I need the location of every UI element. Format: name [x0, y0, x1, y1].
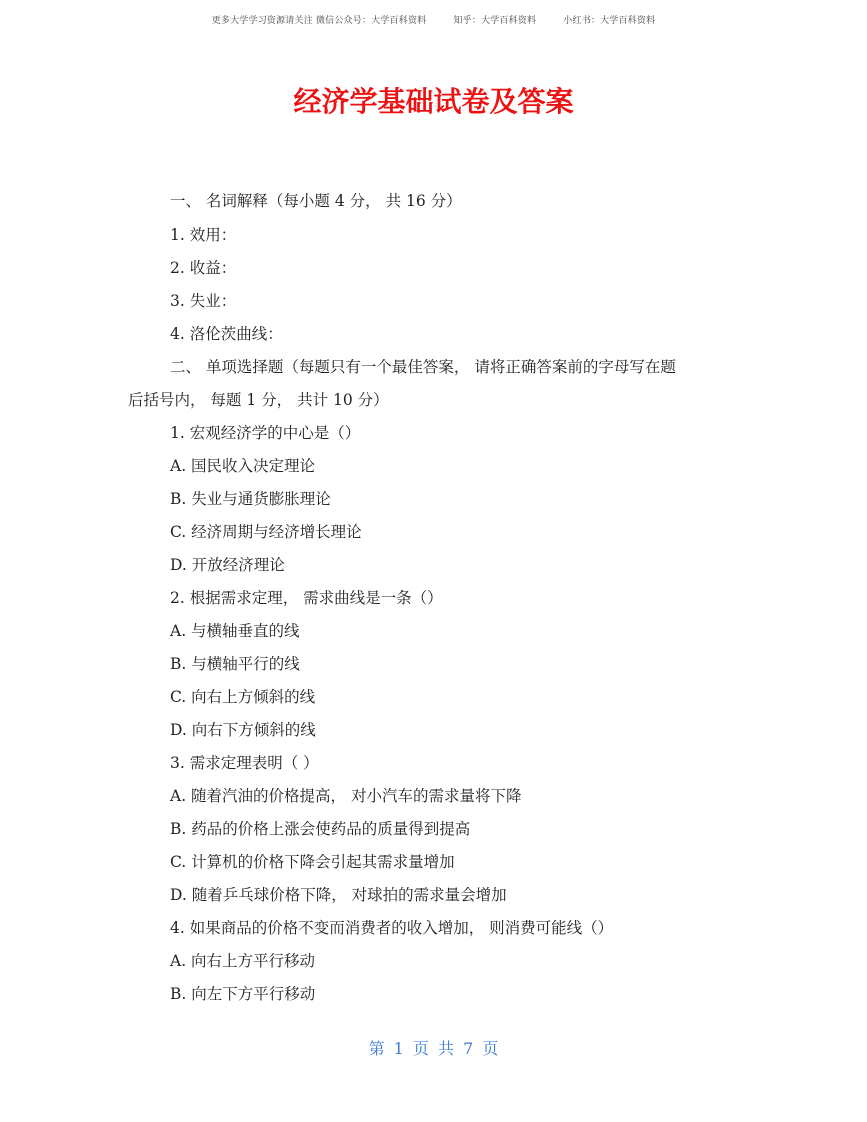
text-line: D. 随着乒乓球价格下降， 对球拍的需求量会增加	[170, 886, 507, 904]
text-line: 4. 洛伦茨曲线：	[170, 325, 283, 343]
text-line: 2. 收益：	[170, 259, 237, 277]
text-line: 一、 名词解释（每小题 4 分， 共 16 分）	[170, 192, 462, 210]
text-line: B. 与横轴平行的线	[170, 655, 300, 673]
text-line: 3. 失业：	[170, 292, 237, 310]
text-line: D. 开放经济理论	[170, 556, 285, 574]
text-line: 1. 宏观经济学的中心是（）	[170, 424, 361, 442]
text-line: C. 计算机的价格下降会引起其需求量增加	[170, 853, 455, 871]
text-line: C. 经济周期与经济增长理论	[170, 523, 362, 541]
text-line: D. 向右下方倾斜的线	[170, 721, 316, 739]
text-line: 4. 如果商品的价格不变而消费者的收入增加， 则消费可能线（）	[170, 919, 614, 937]
text-line: 3. 需求定理表明（ ）	[170, 754, 319, 772]
text-line: A. 随着汽油的价格提高， 对小汽车的需求量将下降	[170, 787, 522, 805]
header-note-zhihu: 知乎：大学百科资料	[453, 16, 537, 26]
text-line: B. 向左下方平行移动	[170, 985, 316, 1003]
text-line: 1. 效用：	[170, 226, 237, 244]
text-line: 2. 根据需求定理， 需求曲线是一条（）	[170, 589, 443, 607]
text-line: B. 药品的价格上涨会使药品的质量得到提高	[170, 820, 471, 838]
header-note	[0, 13, 867, 26]
header-note-wechat: 更多大学学习资源请关注 微信公众号：大学百科资料	[211, 16, 427, 26]
text-line: A. 向右上方平行移动	[170, 952, 316, 970]
text-line: C. 向右上方倾斜的线	[170, 688, 316, 706]
header-note-xiaohongshu: 小红书：大学百科资料	[563, 16, 656, 26]
page-indicator: 第 1 页 共 7 页	[368, 1039, 499, 1058]
text-line: 二、 单项选择题（每题只有一个最佳答案， 请将正确答案前的字母写在题	[170, 358, 676, 376]
text-line: B. 失业与通货膨胀理论	[170, 490, 331, 508]
text-line: 后括号内， 每题 1 分， 共计 10 分）	[128, 391, 389, 409]
text-line: A. 国民收入决定理论	[170, 457, 316, 475]
text-line: A. 与横轴垂直的线	[170, 622, 300, 640]
document-title: 经济学基础试卷及答案	[293, 85, 574, 118]
